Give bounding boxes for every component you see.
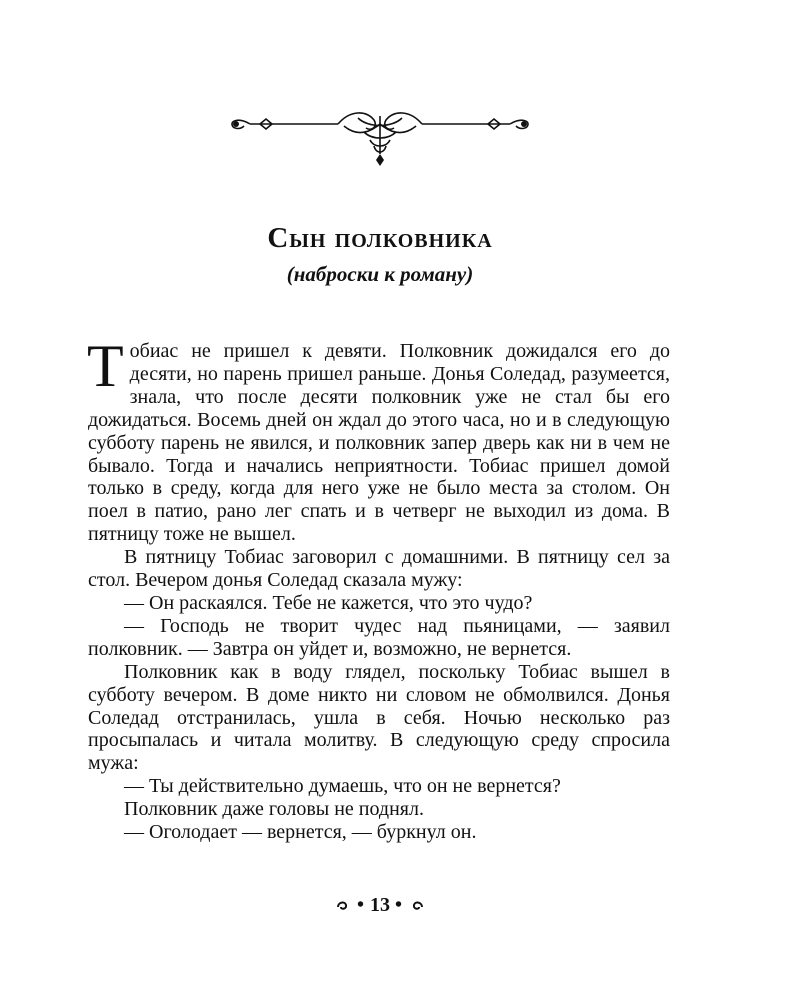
paragraph: В пятницу Тобиас заговорил с домашними. В пятницу сел за стол. Вечером донья Соледад сказала мужу: — [88, 546, 670, 592]
paragraph: Полковник даже головы не поднял. — [124, 798, 424, 821]
dialogue-line: — Оголодает — вернется, — буркнул он. — [124, 821, 477, 844]
paragraph-text: обиас не пришел к девяти. Полковник дожидался его до десяти, но парень пришел раньше. Донья Соледад, разумеется, знала, что после десяти полковник уже не стал бы его дожидаться. Восемь дней он ждал до этого часа, но и в следующую субботу парень не явился, и полковник запер дверь как ни в чем не бывало. Тогда и начались неприятности. Тобиас пришел домой только в среду, когда для него уже не было места за столом. Он поел в патио, рано лег спать и в четверг не выходил из дома. В пятницу тоже не вышел. — [88, 340, 670, 546]
dialogue-line: — Ты действительно думаешь, что он не вернется? — [124, 775, 561, 798]
left-swirl-icon — [335, 898, 357, 912]
left-ornament: • — [356, 894, 365, 916]
page-number: 13 — [370, 894, 390, 916]
page-footer — [0, 894, 760, 917]
dialogue-line: — Господь не творит чудес над пьяницами, — заявил полковник. — Завтра он уйдет и, возможно, не вернется. — [88, 614, 670, 660]
chapter-text — [87, 333, 670, 844]
decorative-flourish-icon — [226, 96, 534, 172]
chapter-subtitle: (наброски к роману) — [286, 262, 474, 286]
dialogue-line: — Он раскаялся. Тебе не кажется, что это чудо? — [124, 591, 533, 614]
paragraph — [87, 333, 670, 546]
chapter-title: Сын полковника — [267, 222, 493, 254]
paragraph: Полковник как в воду глядел, поскольку Тобиас вышел в субботу вечером. В доме никто ни словом не обмолвился. Донья Соледад отстранилась, ушла в себя. Ночью несколько раз просыпалась и читала молитву. В следующую среду спросила мужа: — [88, 660, 670, 775]
drop-cap: Т — [87, 333, 124, 399]
right-ornament: • — [395, 894, 404, 916]
right-swirl-icon — [403, 898, 425, 912]
